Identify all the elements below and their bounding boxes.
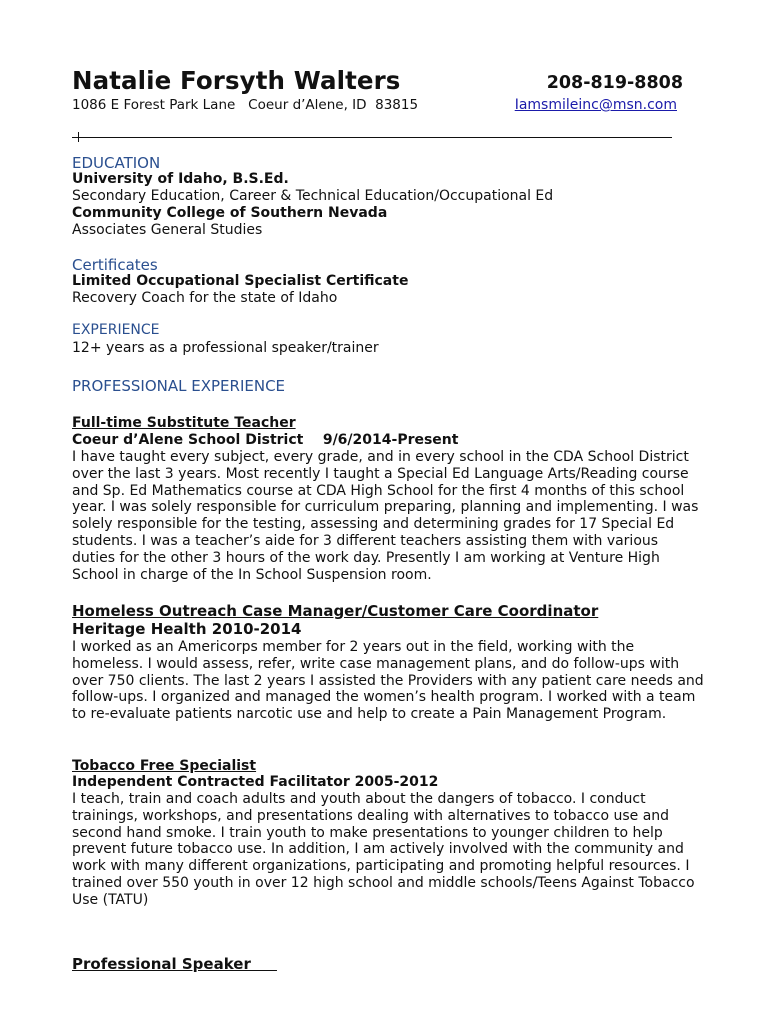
experience-heading: EXPERIENCE — [72, 322, 160, 338]
email-link[interactable]: Iamsmileinc@msn.com — [514, 97, 677, 113]
divider-tick-mark — [78, 132, 79, 142]
description-line: I worked as an Americorps member for 2 years out in the field, working with the — [72, 639, 635, 655]
description-line: duties for the other 3 hours of the work day. Presently I am working at Venture High — [72, 549, 660, 566]
phone-number: 208-819-8808 — [546, 73, 683, 93]
job-organization: Independent Contracted Facilitator 2005-2012 — [72, 774, 439, 790]
description-line: solely responsible for the testing, assessing and determining grades for 17 Special Ed — [72, 516, 675, 533]
description-line: over the last 3 years. Most recently I taught a Special Ed Language Arts/Reading course — [72, 465, 689, 482]
description-line: trained over 550 youth in over 12 high school and middle schools/Teens Against Tobacco — [72, 874, 695, 891]
job-organization: Coeur d’Alene School District 9/6/2014-Present — [72, 432, 459, 448]
description-line: follow-ups. I organized and managed the women’s health program. I worked with a team — [72, 689, 696, 706]
mailing-address: 1086 E Forest Park Lane Coeur d’Alene, ID 83815 — [72, 97, 419, 113]
certificate-title: Limited Occupational Specialist Certificate — [72, 273, 409, 289]
experience-detail: 12+ years as a professional speaker/trainer — [72, 340, 379, 356]
description-line: trainings, workshops, and presentations dealing with alternatives to tobacco use and — [72, 807, 670, 824]
description-line: homeless. I would assess, refer, write case management plans, and do follow-ups with — [72, 655, 680, 672]
header-divider — [72, 137, 672, 138]
description-line: second hand smoke. I train youth to make presentations to younger children to help — [72, 824, 663, 841]
job-organization: Heritage Health 2010-2014 — [72, 620, 302, 638]
description-line: to re-evaluate patients narcotic use and help to create a Pain Management Program. — [72, 706, 667, 723]
education-detail: Secondary Education, Career & Technical Education/Occupational Ed — [72, 188, 554, 204]
certificate-detail: Recovery Coach for the state of Idaho — [72, 290, 338, 306]
description-line: year. I was solely responsible for curriculum preparing, planning and implementing. I was — [72, 499, 699, 516]
job-description — [72, 791, 702, 909]
description-line: I have taught every subject, every grade, and in every school in the CDA School District — [72, 449, 689, 465]
job-title: Professional Speaker — [72, 955, 277, 973]
education-school: University of Idaho, B.S.Ed. — [72, 171, 289, 187]
professional-experience-heading: PROFESSIONAL EXPERIENCE — [72, 377, 286, 395]
description-line: I teach, train and coach adults and youth about the dangers of tobacco. I conduct — [72, 791, 646, 807]
education-detail: Associates General Studies — [72, 222, 263, 238]
description-line: Use (TATU) — [72, 891, 149, 908]
description-line: over 750 clients. The last 2 years I assisted the Providers with any patient care needs and — [72, 672, 704, 689]
description-line: students. I was a teacher’s aide for 3 different teachers assisting them with various — [72, 532, 659, 549]
description-line: and Sp. Ed Mathematics course at CDA High School for the first 4 months of this school — [72, 482, 685, 499]
description-line: prevent future tobacco use. In addition, I am actively involved with the community and — [72, 841, 684, 858]
description-line: work with many different organizations, participating and promoting helpful resources. I — [72, 858, 690, 875]
certificates-heading: Certificates — [72, 256, 158, 274]
candidate-name: Natalie Forsyth Walters — [72, 66, 401, 95]
description-line: School in charge of the In School Suspension room. — [72, 566, 432, 583]
job-title: Tobacco Free Specialist — [72, 758, 257, 774]
education-school: Community College of Southern Nevada — [72, 205, 388, 221]
education-heading: EDUCATION — [72, 154, 161, 172]
job-title: Homeless Outreach Case Manager/Customer Care Coordinator — [72, 602, 599, 620]
job-description — [72, 639, 702, 723]
job-title: Full-time Substitute Teacher — [72, 415, 296, 431]
job-description — [72, 449, 702, 583]
